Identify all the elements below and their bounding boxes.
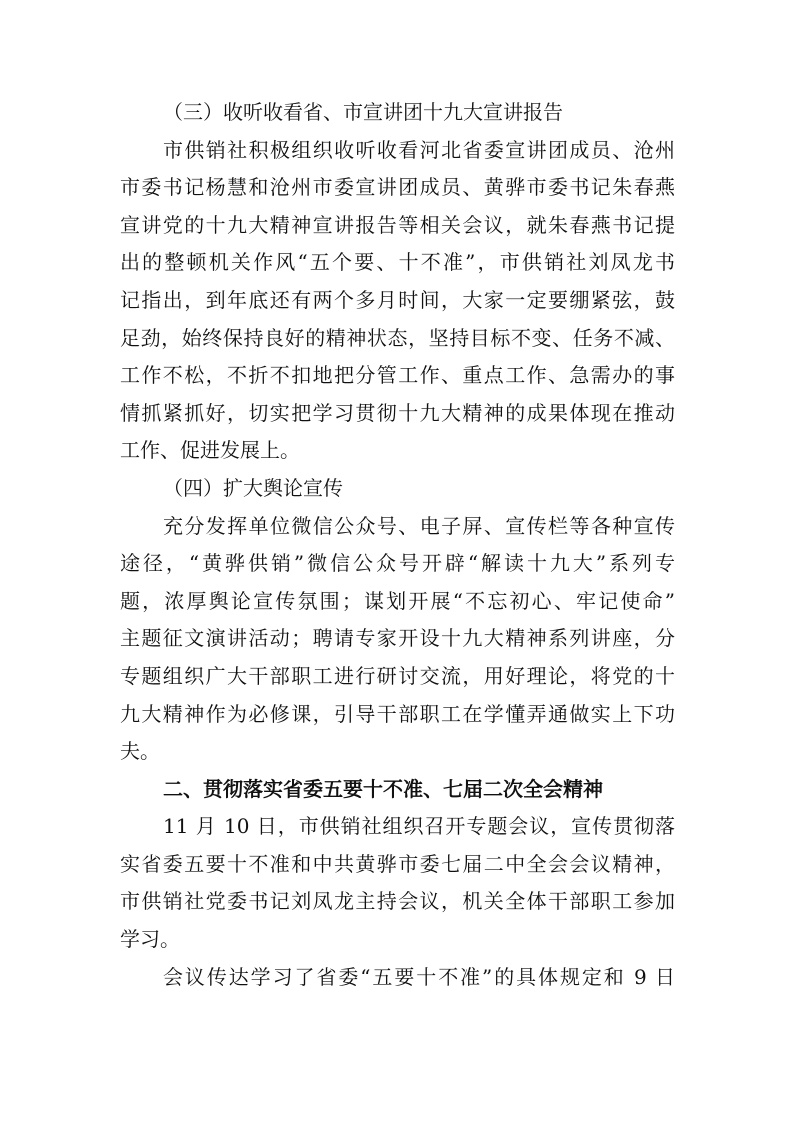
paragraph-line: 市供销社党委书记刘凤龙主持会议，机关全体干部职工参加 bbox=[120, 889, 675, 914]
paragraph-line: 夫。 bbox=[120, 739, 160, 764]
section-heading: （四）扩大舆论宣传 bbox=[163, 475, 343, 500]
paragraph-line: 记指出，到年底还有两个多月时间，大家一定要绷紧弦，鼓 bbox=[120, 287, 675, 312]
paragraph-line: 宣讲党的十九大精神宣讲报告等相关会议，就朱春燕书记提 bbox=[120, 212, 675, 237]
paragraph-line: 出的整顿机关作风“五个要、十不准”，市供销社刘凤龙书 bbox=[120, 250, 675, 275]
section-heading: 二、贯彻落实省委五要十不准、七届二次全会精神 bbox=[163, 776, 603, 801]
paragraph-line: 情抓紧抓好，切实把学习贯彻十九大精神的成果体现在推动 bbox=[120, 400, 675, 425]
paragraph-line: 充分发挥单位微信公众号、电子屏、宣传栏等各种宣传 bbox=[163, 513, 675, 538]
paragraph-line: 市委书记杨慧和沧州市委宣讲团成员、黄骅市委书记朱春燕 bbox=[120, 175, 675, 200]
paragraph-line: 九大精神作为必修课，引导干部职工在学懂弄通做实上下功 bbox=[120, 701, 675, 726]
paragraph-line: 市供销社积极组织收听收看河北省委宣讲团成员、沧州 bbox=[163, 137, 675, 162]
section-heading: （三）收听收看省、市宣讲团十九大宣讲报告 bbox=[163, 100, 563, 124]
paragraph-line: 实省委五要十不准和中共黄骅市委七届二中全会会议精神， bbox=[120, 851, 675, 876]
paragraph-line: 足劲，始终保持良好的精神状态，坚持目标不变、任务不减、 bbox=[120, 325, 675, 350]
paragraph-line: 工作不松，不折不扣地把分管工作、重点工作、急需办的事 bbox=[120, 363, 675, 388]
document-page bbox=[120, 94, 675, 996]
paragraph-line: 11 月 10 日，市供销社组织召开专题会议，宣传贯彻落 bbox=[163, 814, 675, 839]
paragraph-line: 途径，“黄骅供销”微信公众号开辟“解读十九大”系列专 bbox=[120, 551, 675, 576]
paragraph-line: 题，浓厚舆论宣传氛围；谋划开展“不忘初心、牢记使命” bbox=[120, 588, 675, 613]
paragraph-line: 专题组织广大干部职工进行研讨交流，用好理论，将党的十 bbox=[120, 663, 675, 688]
paragraph-line: 主题征文演讲活动；聘请专家开设十九大精神系列讲座，分 bbox=[120, 626, 675, 651]
paragraph-line: 工作、促进发展上。 bbox=[120, 438, 300, 463]
paragraph-line: 学习。 bbox=[120, 927, 180, 952]
paragraph-line: 会议传达学习了省委“五要十不准”的具体规定和 9 日 bbox=[163, 964, 675, 989]
